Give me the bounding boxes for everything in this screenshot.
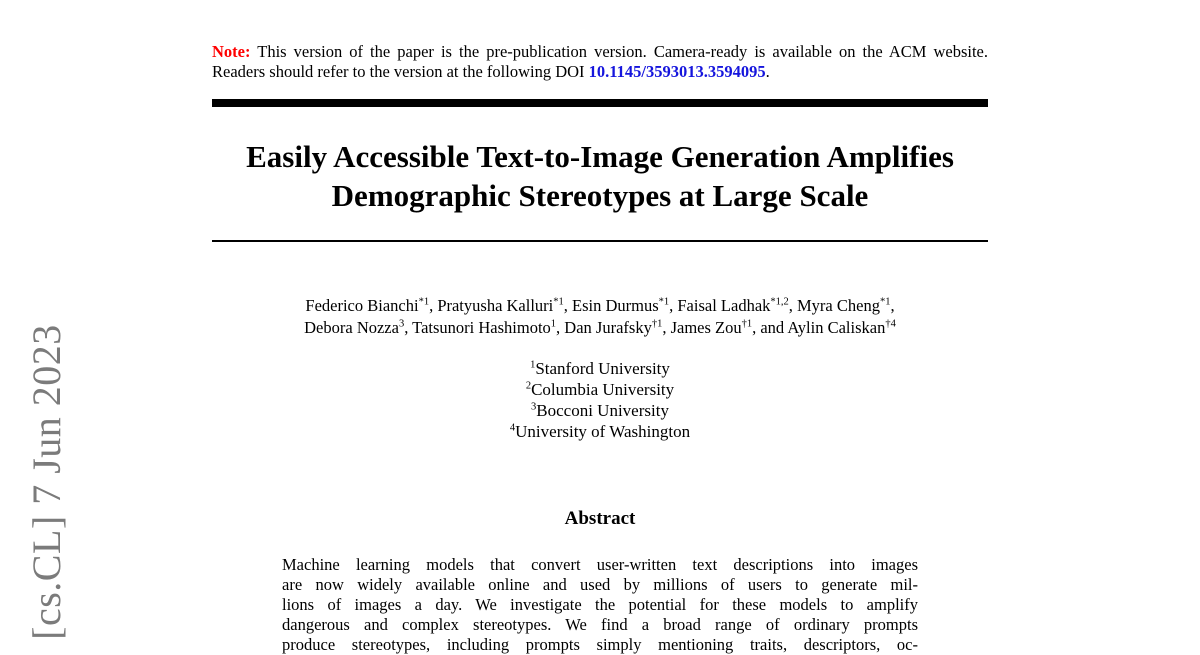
- doi-link[interactable]: 10.1145/3593013.3594095: [588, 62, 766, 81]
- abstract-line: Machine learning models that convert user-written text descriptions into images: [282, 555, 918, 574]
- author: Pratyusha Kalluri$^{*1}$,: [437, 296, 572, 315]
- author: Federico Bianchi$^{*1}$,: [305, 296, 438, 315]
- arxiv-side-stamp: [cs.CL] 7 Jun 2023: [24, 324, 69, 640]
- author: James Zou$^{\dagger 1}$, and: [670, 318, 788, 337]
- affiliation: $^1$Stanford University: [530, 359, 670, 378]
- paper-title: [212, 137, 988, 215]
- author: Esin Durmus$^{*1}$,: [572, 296, 678, 315]
- author: Debora Nozza$^3$,: [304, 318, 413, 337]
- abstract-line: lions of images a day. We investigate the potential for these models to amplify: [282, 595, 918, 614]
- note-text: This version of the paper is the pre-publication version. Camera-ready is available on the ACM website. Readers should refer to the version at the following DOI: [212, 42, 988, 81]
- author: Dan Jurafsky$^{\dagger 1}$,: [564, 318, 671, 337]
- author-list: [192, 295, 1008, 339]
- abstract-line: are now widely available online and used by millions of users to generate mil-: [282, 575, 918, 594]
- affiliation: $^4$University of Washington: [509, 422, 691, 441]
- title-top-rule: [212, 99, 988, 107]
- abstract-line: dangerous and complex stereotypes. We find a broad range of ordinary prompts: [282, 615, 918, 634]
- author: Faisal Ladhak$^{*1,2}$,: [677, 296, 798, 315]
- author: Aylin Caliskan$^{\dagger 4}$: [787, 318, 896, 337]
- affiliation-list: [212, 358, 988, 442]
- title-line-1: Easily Accessible Text-to-Image Generation Amplifies: [246, 139, 954, 174]
- affiliation: $^2$Columbia University: [525, 380, 675, 399]
- prepublication-note: [212, 42, 988, 82]
- author-line-1: [192, 295, 1008, 317]
- author-line-2: [192, 317, 1008, 339]
- title-line-2: Demographic Stereotypes at Large Scale: [331, 178, 869, 213]
- author: Myra Cheng$^{*1}$,: [797, 296, 895, 315]
- abstract-line: produce stereotypes, including prompts simply mentioning traits, descriptors, oc-: [282, 635, 918, 654]
- note-label: Note:: [212, 42, 251, 61]
- author: Tatsunori Hashimoto$^1$,: [412, 318, 565, 337]
- title-bottom-rule: [212, 240, 988, 242]
- affiliation: $^3$Bocconi University: [531, 401, 669, 420]
- abstract-body: [282, 555, 918, 655]
- note-end: .: [765, 62, 770, 81]
- abstract-heading: Abstract: [564, 508, 636, 529]
